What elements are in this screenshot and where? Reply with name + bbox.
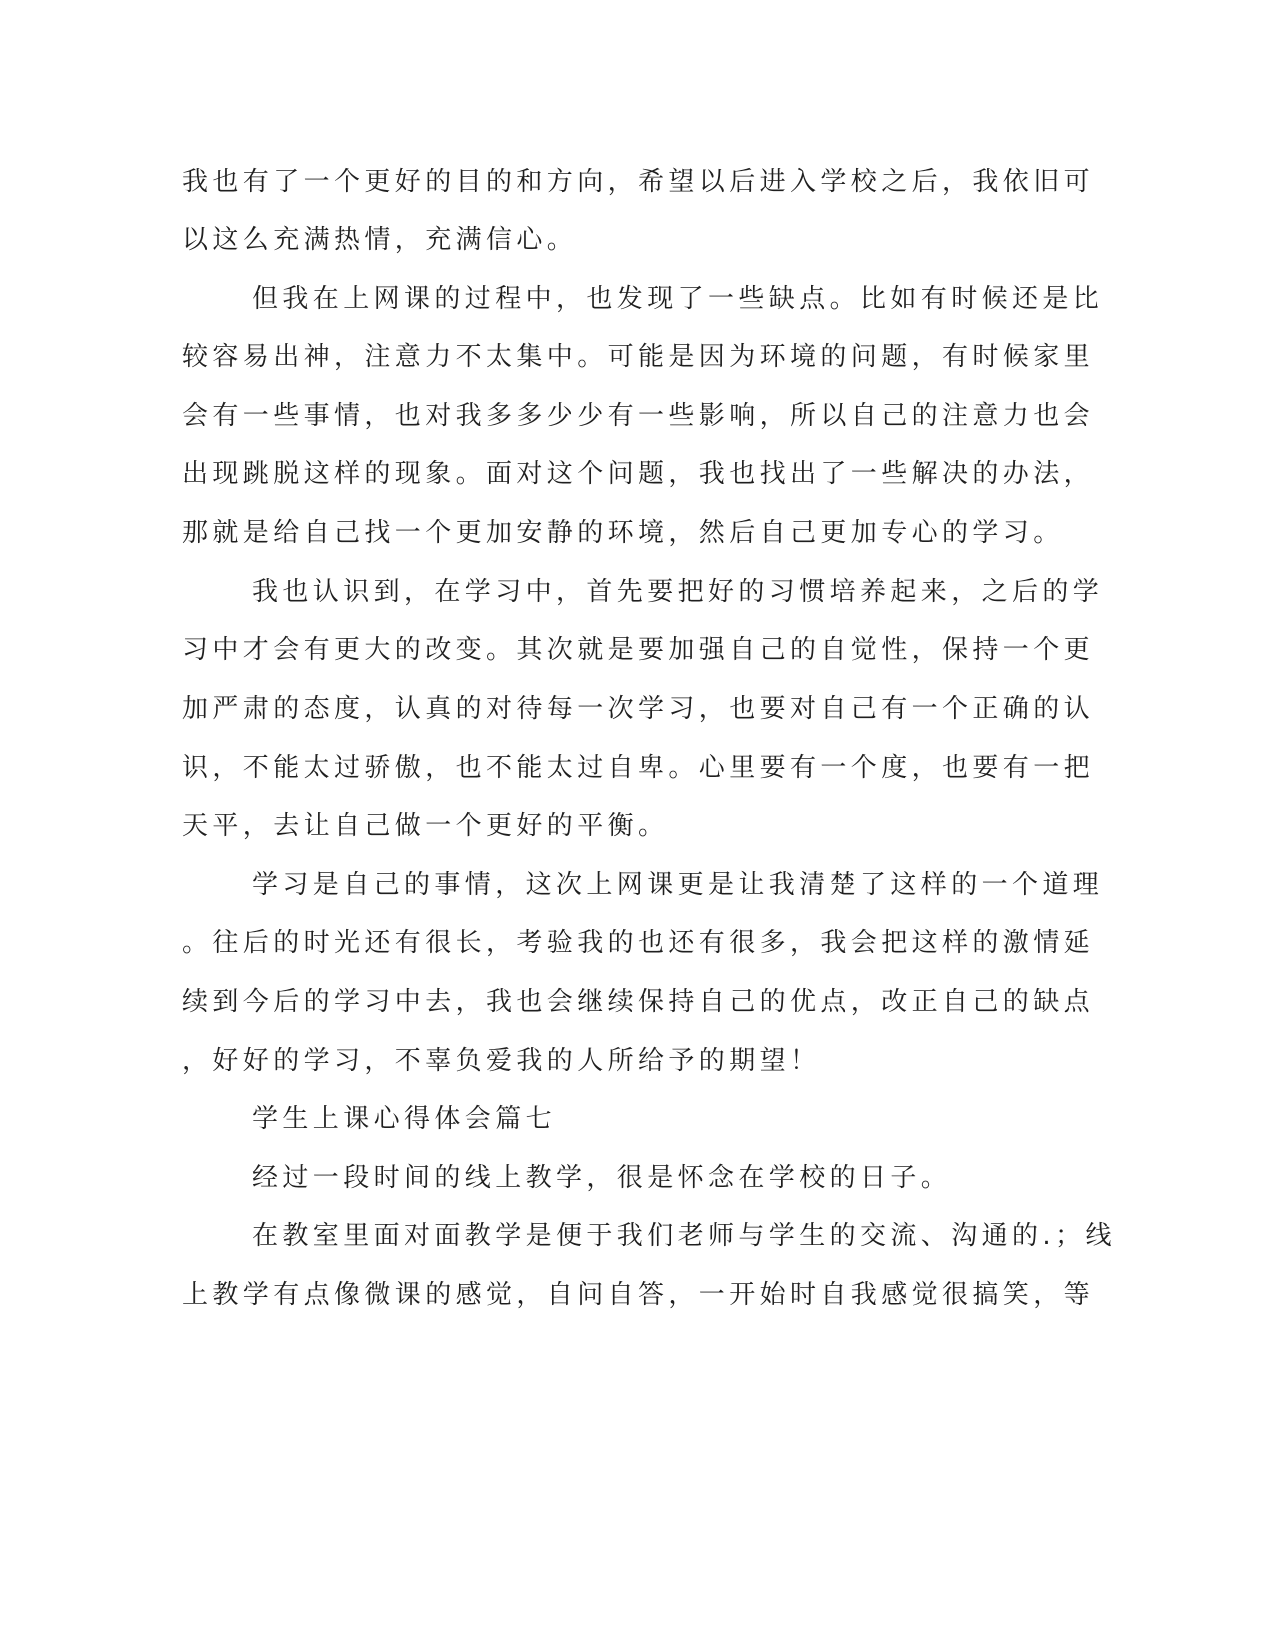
- text-line: 上教学有点像微课的感觉，自问自答，一开始时自我感觉很搞笑，等: [182, 1280, 1095, 1310]
- text-line: 较容易出神，注意力不太集中。可能是因为环境的问题，有时候家里: [182, 342, 1095, 372]
- text-line: ，好好的学习，不辜负爱我的人所给予的期望！: [182, 1046, 821, 1076]
- section-heading: 学生上课心得体会篇七: [252, 1104, 557, 1134]
- paragraph-start-line: 在教室里面对面教学是便于我们老师与学生的交流、沟通的.；线: [252, 1221, 1116, 1251]
- text-line: 天平，去让自己做一个更好的平衡。: [182, 811, 669, 841]
- paragraph-start-line: 经过一段时间的线上教学，很是怀念在学校的日子。: [252, 1163, 952, 1193]
- text-line: 续到今后的学习中去，我也会继续保持自己的优点，改正自己的缺点: [182, 987, 1095, 1017]
- text-line: 识，不能太过骄傲，也不能太过自卑。心里要有一个度，也要有一把: [182, 753, 1095, 783]
- text-line: 那就是给自己找一个更加安静的环境，然后自己更加专心的学习。: [182, 518, 1064, 548]
- text-line: 。往后的时光还有很长，考验我的也还有很多，我会把这样的激情延: [182, 928, 1095, 958]
- text-line: 习中才会有更大的改变。其次就是要加强自己的自觉性，保持一个更: [182, 635, 1095, 665]
- text-line: 加严肃的态度，认真的对待每一次学习，也要对自己有一个正确的认: [182, 694, 1095, 724]
- text-line: 我也有了一个更好的目的和方向，希望以后进入学校之后，我依旧可: [182, 167, 1095, 197]
- text-line: 出现跳脱这样的现象。面对这个问题，我也找出了一些解决的办法，: [182, 459, 1095, 489]
- paragraph-start-line: 我也认识到，在学习中，首先要把好的习惯培养起来，之后的学: [252, 577, 1104, 607]
- paragraph-start-line: 但我在上网课的过程中，也发现了一些缺点。比如有时候还是比: [252, 284, 1104, 314]
- text-line: 会有一些事情，也对我多多少少有一些影响，所以自己的注意力也会: [182, 401, 1095, 431]
- paragraph-start-line: 学习是自己的事情，这次上网课更是让我清楚了这样的一个道理: [252, 870, 1104, 900]
- text-line: 以这么充满热情，充满信心。: [182, 225, 578, 255]
